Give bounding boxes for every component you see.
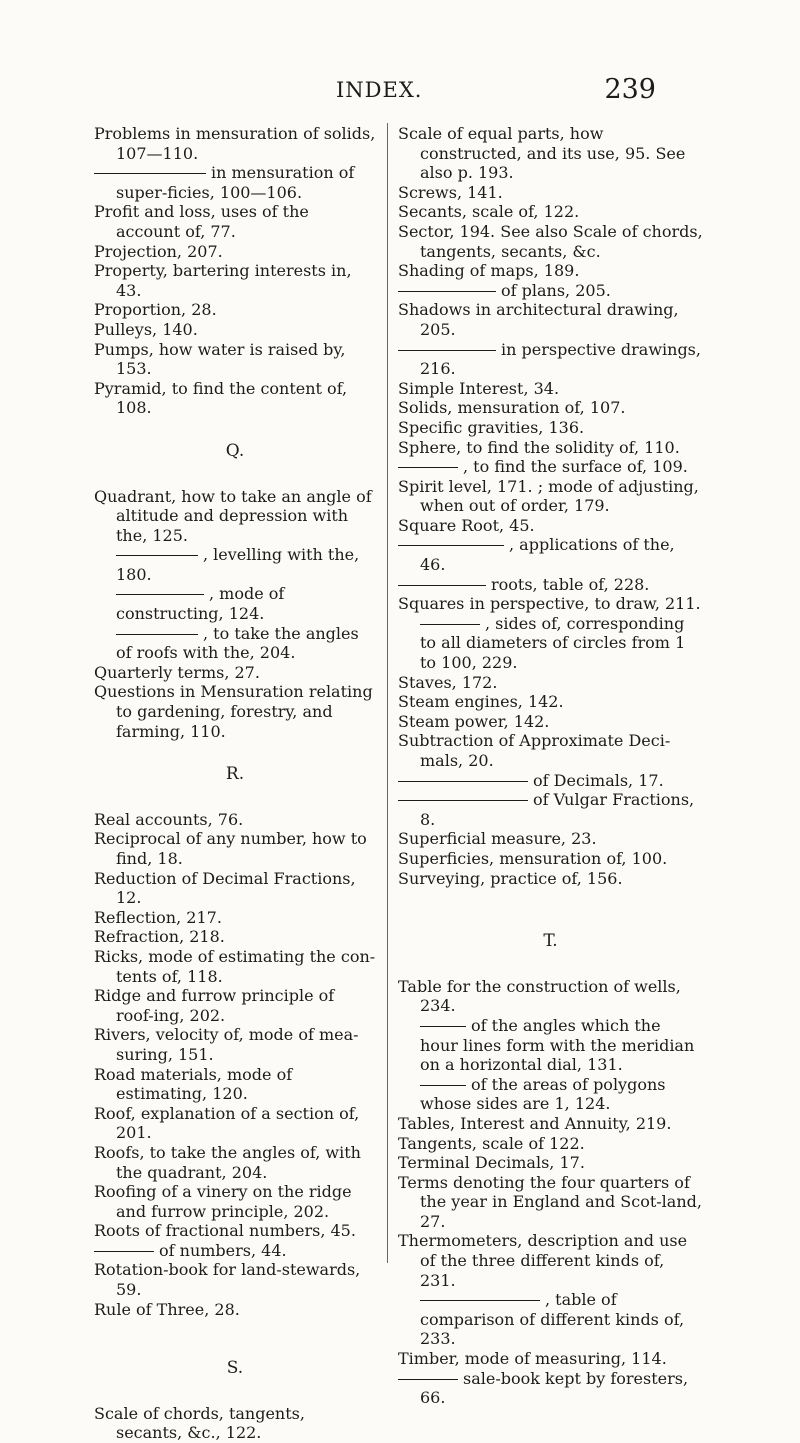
section-letter-q: Q. (225, 440, 245, 461)
ditto-dash (420, 1026, 466, 1027)
index-entry: Steam power, 142. (398, 711, 550, 731)
index-subentry: in perspective drawings, 216. (398, 340, 703, 379)
index-entry: Table for the construction of wells, 234. (398, 976, 681, 1016)
index-entry: Reduction of Decimal Fractions, 12. (94, 868, 356, 908)
index-entry: Superficies, mensuration of, 100. (398, 848, 668, 868)
index-entry: Timber, mode of measuring, 114. (398, 1349, 667, 1369)
index-entry: Squares in perspective, to draw, 211. (398, 594, 701, 614)
index-entry: Ricks, mode of estimating the con-tents of, 118. (94, 946, 376, 986)
index-subentry: , applications of the, 46. (398, 535, 703, 574)
index-subentry: , mode of constructing, 124. (116, 584, 285, 624)
index-subentry: of Vulgar Fractions, 8. (398, 790, 703, 829)
section-letter-s: S. (226, 1358, 244, 1379)
index-subentry: , to take the angles of roofs with the, 204. (116, 623, 359, 663)
index-entry: Roofs, to take the angles of, with the quadrant, 204. (94, 1142, 361, 1182)
index-subentry: , levelling with the, 180. (116, 545, 360, 584)
index-entry: Terms denoting the four quarters of the year in England and Scot-land, 27. (398, 1172, 702, 1231)
ditto-dash (398, 545, 504, 546)
index-subentry: of the angles which the hour lines form with the meridian on a horizontal dial, 131. (420, 1015, 695, 1075)
left-column (94, 124, 376, 1443)
index-entry: Reflection, 217. (94, 907, 222, 927)
index-subentry: in mensuration of super-ficies, 100—106. (94, 163, 376, 202)
ditto-dash (398, 1379, 458, 1380)
index-entry: Roots of fractional numbers, 45. (94, 1221, 356, 1241)
index-entry: Profit and loss, uses of the account of, 77. (94, 202, 309, 241)
index-entry: Shading of maps, 189. (398, 261, 580, 281)
index-entry: Projection, 207. (94, 241, 223, 261)
ditto-dash (420, 1300, 540, 1301)
index-entry: Screws, 141. (398, 182, 503, 202)
column-divider (387, 123, 388, 1263)
ditto-dash (398, 291, 496, 292)
index-entry: Quarterly terms, 27. (94, 662, 260, 682)
ditto-dash (398, 350, 496, 351)
index-entry: Rotation-book for land-stewards, 59. (94, 1260, 361, 1300)
index-entry: Roofing of a vinery on the ridge and furrow principle, 202. (94, 1182, 352, 1221)
index-entry: Ridge and furrow principle of roof-ing, 202. (94, 986, 335, 1025)
ditto-dash (94, 173, 206, 174)
index-entry: Terminal Decimals, 17. (398, 1153, 585, 1173)
index-subentry: , table of comparison of different kinds of, 233. (420, 1290, 685, 1349)
index-entry: Specific gravities, 136. (398, 417, 585, 437)
index-entry: Sphere, to find the solidity of, 110. (398, 437, 680, 457)
index-subentry: of Decimals, 17. (398, 771, 703, 791)
index-entry: Simple Interest, 34. (398, 378, 560, 398)
index-entry: Roof, explanation of a section of, 201. (94, 1103, 360, 1143)
index-entry: Refraction, 218. (94, 927, 225, 947)
ditto-dash (116, 634, 198, 635)
index-subentry: of the areas of polygons whose sides are 1, 124. (420, 1074, 666, 1114)
right-column (398, 124, 703, 1408)
index-entry: Superficial measure, 23. (398, 829, 597, 849)
ditto-dash (116, 594, 204, 595)
index-entry: Scale of equal parts, how constructed, and its use, 95. See also p. 193. (398, 124, 686, 183)
index-entry: Square Root, 45. (398, 515, 535, 535)
index-entry: Secants, scale of, 122. (398, 202, 580, 222)
index-entry: Quadrant, how to take an angle of altitude and depression with the, 125. (94, 486, 372, 545)
ditto-dash (398, 467, 458, 468)
index-subentry: of numbers, 44. (94, 1241, 376, 1261)
index-entry: Subtraction of Approximate Deci-mals, 20. (398, 731, 671, 770)
index-entry: Rivers, velocity of, mode of mea-suring, 151. (94, 1025, 359, 1064)
index-subentry: , sides of, corresponding to all diameters of circles from 1 to 100, 229. (420, 613, 686, 673)
index-entry: Questions in Mensuration relating to gardening, forestry, and farming, 110. (94, 682, 373, 741)
index-entry: Thermometers, description and use of the three different kinds of, 231. (398, 1231, 688, 1290)
ditto-dash (398, 800, 528, 801)
index-entry: Property, bartering interests in, 43. (94, 261, 352, 300)
index-entry: Reciprocal of any number, how to find, 18. (94, 829, 367, 868)
index-entry: Rule of Three, 28. (94, 1299, 240, 1319)
ditto-dash (398, 585, 486, 586)
index-entry: Problems in mensuration of solids, 107—110. (94, 124, 376, 163)
index-entry: Pyramid, to find the content of, 108. (94, 378, 348, 418)
index-subentry: of plans, 205. (398, 281, 703, 301)
index-subentry: roots, table of, 228. (398, 575, 703, 595)
ditto-dash (116, 555, 198, 556)
page-number: 239 (604, 74, 656, 105)
index-entry: Tangents, scale of 122. (398, 1133, 585, 1153)
ditto-dash (398, 781, 528, 782)
index-subentry: , to find the surface of, 109. (398, 457, 703, 477)
index-entry: Sector, 194. See also Scale of chords, tangents, secants, &c. (398, 221, 703, 261)
index-entry: Proportion, 28. (94, 300, 217, 320)
ditto-dash (420, 1085, 466, 1086)
section-letter-t: T. (543, 931, 558, 952)
index-entry: Pulleys, 140. (94, 319, 198, 339)
index-subentry: sale-book kept by foresters, 66. (398, 1369, 703, 1408)
index-entry: Scale of chords, tangents, secants, &c., 122. (94, 1403, 305, 1443)
index-entry: Tables, Interest and Annuity, 219. (398, 1113, 672, 1133)
index-entry: Spirit level, 171. ; mode of adjusting, when out of order, 179. (398, 476, 699, 516)
page-header (96, 74, 656, 108)
index-entry: Steam engines, 142. (398, 692, 564, 712)
section-letter-r: R. (225, 764, 245, 785)
ditto-dash (420, 624, 480, 625)
index-entry: Staves, 172. (398, 672, 498, 692)
index-entry: Road materials, mode of estimating, 120. (94, 1064, 293, 1104)
index-entry: Solids, mensuration of, 107. (398, 398, 626, 418)
index-entry: Surveying, practice of, 156. (398, 868, 623, 888)
index-entry: Shadows in architectural drawing, 205. (398, 300, 679, 339)
index-entry: Pumps, how water is raised by, 153. (94, 339, 346, 379)
ditto-dash (94, 1251, 154, 1252)
index-entry: Real accounts, 76. (94, 809, 244, 829)
running-title: INDEX. (336, 78, 423, 102)
